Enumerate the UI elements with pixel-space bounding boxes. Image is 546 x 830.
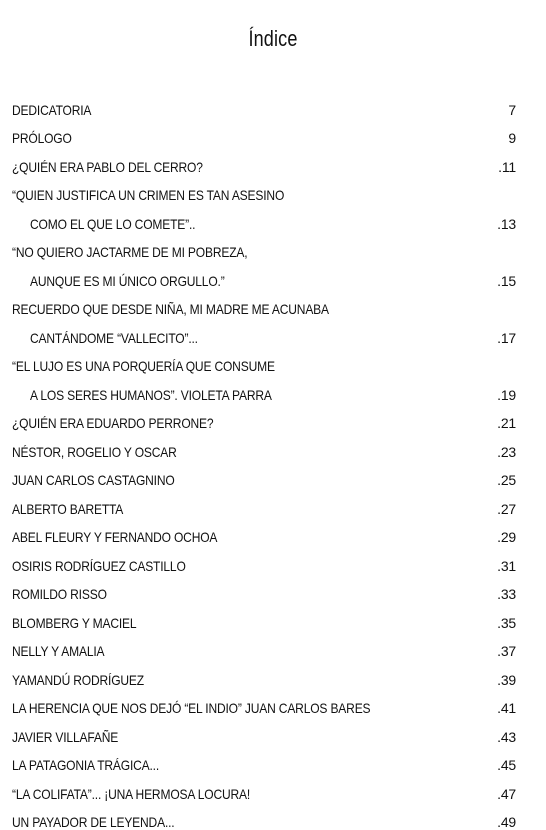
toc-entry-line	[12, 772, 516, 801]
toc-page-number: 7	[508, 101, 516, 118]
toc-entry-line	[12, 601, 516, 630]
toc-page-number: 9	[508, 130, 516, 146]
toc-entry-line	[12, 117, 516, 146]
toc-page-number: .29	[497, 529, 516, 545]
toc-page-number: .19	[497, 386, 516, 403]
dot-leader	[124, 730, 495, 744]
dot-leader	[129, 502, 495, 516]
toc-page-number: .15	[497, 272, 516, 289]
toc-entry-title: CANTÁNDOME “VALLECITO”...	[30, 329, 198, 346]
toc-page-number: .43	[497, 728, 516, 745]
toc-page-number: .39	[497, 671, 516, 688]
toc-entry-line	[12, 430, 516, 459]
dot-leader	[256, 787, 495, 801]
toc-page-number: .33	[497, 586, 516, 602]
toc-page-number: .25	[497, 472, 516, 488]
toc-entry-line	[12, 402, 516, 431]
dot-leader	[219, 416, 495, 430]
dot-leader	[181, 473, 496, 487]
dot-leader	[111, 644, 496, 658]
toc-entry-title: “LA COLIFATA”... ¡UNA HERMOSA LOCURA!	[12, 785, 251, 802]
toc-entry-line	[12, 658, 516, 687]
toc-entry-title: “EL LUJO ES UNA PORQUERÍA QUE CONSUME	[12, 358, 275, 374]
toc-entry-title: JUAN CARLOS CASTAGNINO	[12, 472, 175, 488]
toc-entry-title: ¿QUIÉN ERA EDUARDO PERRONE?	[12, 415, 214, 431]
toc-entry-line	[12, 345, 516, 374]
toc-entry-line	[12, 373, 516, 402]
toc-entry-title: LA HERENCIA QUE NOS DEJÓ “EL INDIO” JUAN CARLOS BARES	[12, 700, 371, 716]
toc-entry-line	[12, 174, 516, 203]
dot-leader	[180, 815, 495, 829]
toc-entry-title: ROMILDO RISSO	[12, 586, 107, 602]
toc-entry-line	[12, 744, 516, 773]
toc-entry-line	[12, 288, 516, 317]
toc-entry-title: RECUERDO QUE DESDE NIÑA, MI MADRE ME ACUNABA	[12, 301, 329, 317]
toc-entry-line	[12, 145, 516, 174]
toc-page-number: .23	[497, 443, 516, 460]
toc-page-number: .45	[497, 757, 516, 773]
toc-entry-title: BLOMBERG Y MACIEL	[12, 614, 137, 631]
dot-leader	[192, 559, 495, 573]
dot-leader	[97, 103, 496, 117]
toc-entry-line	[12, 516, 516, 545]
toc-page-number: .31	[497, 557, 516, 574]
toc-entry-line	[12, 630, 516, 659]
toc-entry-line	[12, 202, 516, 231]
toc-page-number: .27	[497, 500, 516, 517]
toc-page-number: .11	[498, 158, 516, 175]
toc-entry-line	[12, 316, 516, 345]
dot-leader	[142, 616, 495, 630]
dot-leader	[231, 274, 496, 288]
toc-entry-line	[12, 259, 516, 288]
toc-entry-line	[12, 544, 516, 573]
toc-entry-title: ¿QUIÉN ERA PABLO DEL CERRO?	[12, 158, 203, 175]
toc-entry-title: OSIRIS RODRÍGUEZ CASTILLO	[12, 557, 186, 574]
toc-entry-title: COMO EL QUE LO COMETE”..	[30, 215, 196, 232]
toc-page-number: .21	[497, 415, 516, 431]
toc-page-number: .13	[497, 215, 516, 232]
toc-page-number: .49	[497, 814, 516, 830]
toc-entry-title: “QUIEN JUSTIFICA UN CRIMEN ES TAN ASESINO	[12, 187, 285, 203]
toc-page-number: .37	[497, 643, 516, 659]
toc-entry-title: AUNQUE ES MI ÚNICO ORGULLO.”	[30, 272, 225, 289]
toc-entry-title: A LOS SERES HUMANOS”. VIOLETA PARRA	[30, 386, 272, 403]
table-of-contents	[12, 88, 516, 829]
toc-entry-line	[12, 88, 516, 117]
toc-entry-line	[12, 487, 516, 516]
toc-entry-title: LA PATAGONIA TRÁGICA...	[12, 757, 160, 773]
dot-leader	[78, 131, 496, 145]
toc-entry-line	[12, 715, 516, 744]
dot-leader	[150, 673, 495, 687]
toc-entry-title: DEDICATORIA	[12, 101, 92, 118]
toc-entry-title: “NO QUIERO JACTARME DE MI POBREZA,	[12, 244, 248, 260]
toc-entry-line	[12, 231, 516, 260]
dot-leader	[113, 587, 495, 601]
toc-entry-line	[12, 687, 516, 716]
toc-entry-title: JAVIER VILLAFAÑE	[12, 728, 119, 745]
toc-entry-title: NÉSTOR, ROGELIO Y OSCAR	[12, 443, 177, 460]
dot-leader	[204, 331, 495, 345]
toc-entry-title: ABEL FLEURY Y FERNANDO OCHOA	[12, 529, 218, 545]
toc-entry-title: UN PAYADOR DE LEYENDA...	[12, 814, 175, 830]
dot-leader	[278, 388, 495, 402]
dot-leader	[376, 701, 495, 715]
page-title: Índice	[248, 26, 298, 51]
toc-page-number: .17	[497, 329, 516, 346]
dot-leader	[165, 758, 495, 772]
dot-leader	[183, 445, 495, 459]
toc-page-number: .41	[497, 700, 516, 716]
toc-entry-line	[12, 573, 516, 602]
dot-leader	[223, 530, 495, 544]
toc-page-number: .35	[497, 614, 516, 631]
dot-leader	[201, 217, 495, 231]
toc-entry-line	[12, 459, 516, 488]
toc-entry-line	[12, 801, 516, 830]
dot-leader	[209, 160, 496, 174]
toc-entry-title: NELLY Y AMALIA	[12, 643, 105, 659]
toc-page-number: .47	[497, 785, 516, 802]
toc-entry-title: PRÓLOGO	[12, 130, 72, 146]
toc-entry-title: ALBERTO BARETTA	[12, 500, 124, 517]
toc-entry-title: YAMANDÚ RODRÍGUEZ	[12, 671, 144, 688]
